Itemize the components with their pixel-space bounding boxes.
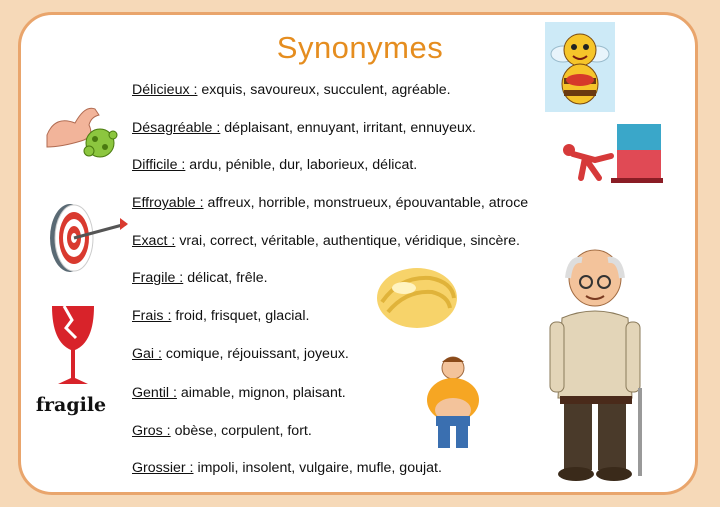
entry-synonyms: vrai, correct, véritable, authentique, véridique, sincère. — [175, 233, 520, 249]
entry-word: Grossier : — [132, 460, 194, 476]
bee-eating-icon — [545, 22, 615, 112]
entry-gentil — [132, 385, 346, 401]
entry-word: Fragile : — [132, 270, 184, 286]
entry-word: Gai : — [132, 346, 162, 362]
entry-word: Exact : — [132, 233, 176, 249]
entry-word: Délicieux : — [132, 82, 198, 98]
entry-delicieux — [132, 82, 451, 98]
entry-synonyms: ardu, pénible, dur, laborieux, délicat. — [185, 157, 418, 173]
entry-word: Frais : — [132, 308, 172, 324]
entry-word: Effroyable : — [132, 195, 204, 211]
entry-grossier — [132, 460, 442, 476]
entry-gros — [132, 423, 312, 439]
page-title: Synonymes — [276, 30, 444, 65]
entry-word: Gros : — [132, 423, 171, 439]
butter-curl-icon — [370, 258, 465, 333]
entry-synonyms: froid, frisquet, glacial. — [171, 308, 310, 324]
entry-effroyable — [132, 195, 528, 211]
flexing-arm-germ-icon — [45, 95, 125, 167]
entry-synonyms: obèse, corpulent, fort. — [170, 423, 312, 439]
fragile-glass-icon — [28, 302, 118, 394]
entry-synonyms: déplaisant, ennuyant, irritant, ennuyeux. — [220, 120, 476, 136]
entry-word: Difficile : — [132, 157, 186, 173]
entry-synonyms: impoli, insolent, vulgaire, mufle, goujat. — [193, 460, 442, 476]
entry-difficile — [132, 157, 417, 173]
old-man-icon — [540, 248, 660, 483]
entry-synonyms: délicat, frêle. — [183, 270, 268, 286]
entry-word: Gentil : — [132, 385, 177, 401]
entry-exact — [132, 233, 520, 249]
pushing-box-icon — [555, 120, 670, 185]
entry-frais — [132, 308, 309, 324]
entry-synonyms: affreux, horrible, monstrueux, épouvantable, atroce — [203, 195, 529, 211]
fat-man-icon — [412, 352, 494, 452]
entry-synonyms: comique, réjouissant, joyeux. — [161, 346, 349, 362]
entry-fragile — [132, 270, 268, 286]
entry-word: Désagréable : — [132, 120, 221, 136]
fragile-label: fragile — [35, 394, 107, 416]
entry-gai — [132, 346, 349, 362]
entry-desagreable — [132, 120, 476, 136]
entry-synonyms: exquis, savoureux, succulent, agréable. — [197, 82, 451, 98]
target-arrow-icon — [40, 200, 130, 275]
entry-synonyms: aimable, mignon, plaisant. — [176, 385, 346, 401]
